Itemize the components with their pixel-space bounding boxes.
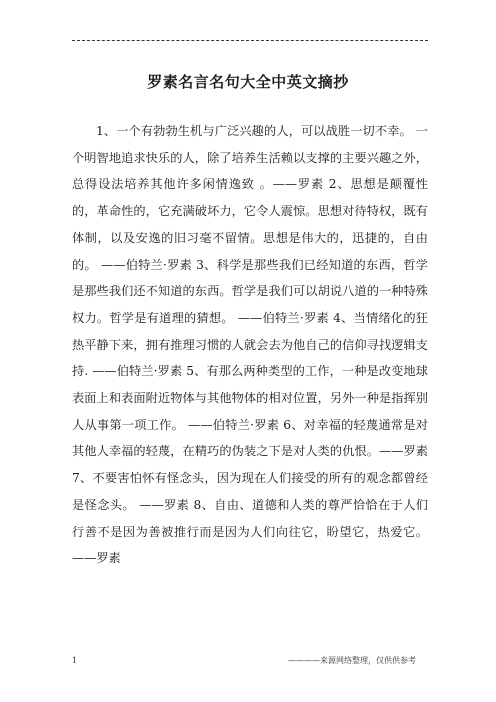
page-number: 1 [72, 656, 78, 665]
page-footer [72, 655, 428, 669]
document-title: 罗素名言名句大全中英文摘抄 [147, 73, 349, 91]
footer-source-note: ————来源网络整理，仅供供参考 [288, 656, 416, 665]
document-body: 1、一个有勃勃生机与广泛兴趣的人，可以战胜一切不幸。 一个明智地追求快乐的人，除了培养生活赖以支撑的主要兴趣之外，总得设法培养其他许多闲情逸致 。——罗素 2、思想是颠覆性的，革命性的，它充满破坏力，它令人震惊。思想对待特权，既有体制，以及安逸的旧习毫不留情。思想是伟大的，迅捷的，自由的。 ——伯特兰·罗素 3、科学是那些我们已经知道的东西，哲学是那些我们还不知道的东西。哲学是我们可以胡说八道的一种特殊权力。哲学是有道理的猜想。 ——伯特兰·罗素 4、当情绪化的狂热平静下来，拥有推理习惯的人就会去为他自己的信仰寻找逻辑支持. ——伯特兰·罗素 5、有那么两种类型的工作，一种是改变地球表面上和表面附近物体与其他物体的相对位置，另外一种是指挥别人从事第一项工作。 ——伯特兰·罗素 6、对幸福的轻蔑通常是对其他人幸福的轻蔑，在精巧的伪装之下是对人类的仇恨。——罗素 7、不要害怕怀有怪念头，因为现在人们接受的所有的观念都曾经是怪念头。 ——罗素 8、自由、道德和人类的尊严恰恰在于人们行善不是因为善被推行而是因为人们向往它，盼望它，热爱它。 ——罗素 [72, 124, 432, 566]
header-dashed-rule [72, 40, 428, 41]
